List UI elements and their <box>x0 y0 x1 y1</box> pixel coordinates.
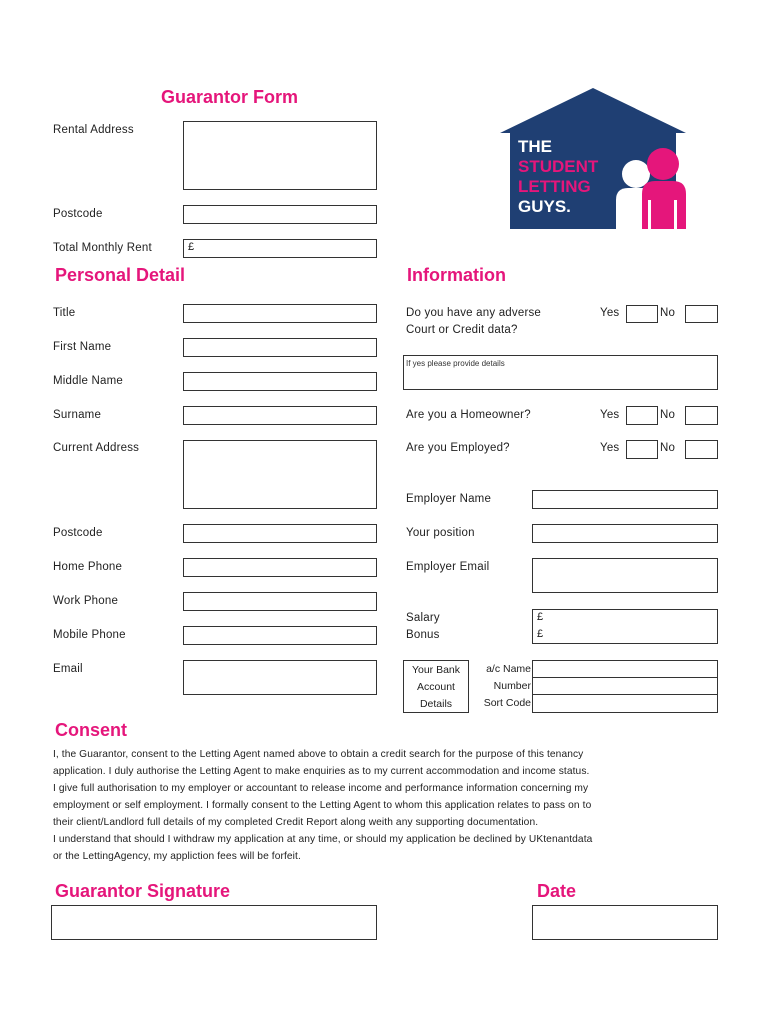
number-label: Number <box>493 680 531 692</box>
consent-line: I give full authorisation to my employer or accountant to release income and performance information concerning my <box>53 783 589 794</box>
guarantor-signature-heading: Guarantor Signature <box>55 881 231 901</box>
bank-details-label-box <box>403 660 469 713</box>
adverse-yes-label: Yes <box>600 307 620 319</box>
adverse-question-line1: Do you have any adverse <box>406 307 542 319</box>
adverse-question-line2: Court or Credit data? <box>406 324 518 336</box>
total-monthly-rent-field[interactable] <box>183 239 377 258</box>
sort-code-field[interactable] <box>532 694 718 713</box>
email-field[interactable] <box>183 660 377 695</box>
bonus-currency: £ <box>537 628 544 640</box>
adverse-yes-checkbox[interactable] <box>626 305 658 323</box>
homeowner-no-label: No <box>660 409 676 421</box>
logo-line-letting: LETTING <box>518 177 591 196</box>
employed-no-label: No <box>660 442 676 454</box>
consent-line: application. I duly authorise the Letting Agent to make enquiries as to my current accommodation and income status. <box>53 766 590 777</box>
surname-label: Surname <box>53 409 102 421</box>
bank-line2: Account <box>417 681 455 693</box>
first-name-field[interactable] <box>183 338 377 357</box>
salary-bonus-field[interactable] <box>532 609 718 644</box>
adverse-no-checkbox[interactable] <box>685 305 718 323</box>
your-position-field[interactable] <box>532 524 718 543</box>
homeowner-yes-label: Yes <box>600 409 620 421</box>
consent-line: employment or self employment. I formally consent to the Letting Agent to whom this application relates to pass on to <box>53 800 592 811</box>
middle-name-label: Middle Name <box>53 375 123 387</box>
form-title: Guarantor Form <box>161 87 299 107</box>
details-hint: If yes please provide details <box>406 359 505 368</box>
date-heading: Date <box>537 881 577 901</box>
your-position-label: Your position <box>406 527 475 539</box>
title-field[interactable] <box>183 304 377 323</box>
company-logo <box>498 88 708 233</box>
postcode-field[interactable] <box>183 524 377 543</box>
employed-no-checkbox[interactable] <box>685 440 718 459</box>
employer-email-label: Employer Email <box>406 561 490 573</box>
date-field[interactable] <box>532 905 718 940</box>
adverse-no-label: No <box>660 307 676 319</box>
rental-address-field[interactable] <box>183 121 377 190</box>
middle-name-field[interactable] <box>183 372 377 391</box>
rental-postcode-field[interactable] <box>183 205 377 224</box>
homeowner-question: Are you a Homeowner? <box>406 409 531 421</box>
current-address-field[interactable] <box>183 440 377 509</box>
current-address-label: Current Address <box>53 442 140 454</box>
employed-question: Are you Employed? <box>406 442 510 454</box>
account-number-field[interactable] <box>532 677 718 695</box>
homeowner-yes-checkbox[interactable] <box>626 406 658 425</box>
work-phone-field[interactable] <box>183 592 377 611</box>
guarantor-signature-field[interactable] <box>51 905 377 940</box>
consent-line: their client/Landlord full details of my completed Credit Report along weith any supporting documentation. <box>53 817 539 828</box>
work-phone-label: Work Phone <box>53 595 119 607</box>
currency-symbol: £ <box>188 241 195 253</box>
logo-line-guys: GUYS. <box>518 197 571 216</box>
postcode-label: Postcode <box>53 527 103 539</box>
surname-field[interactable] <box>183 406 377 425</box>
information-heading: Information <box>407 265 506 285</box>
salary-currency: £ <box>537 611 544 623</box>
bank-line1: Your Bank <box>411 664 461 676</box>
employed-yes-checkbox[interactable] <box>626 440 658 459</box>
rental-postcode-label: Postcode <box>53 208 103 220</box>
total-monthly-rent-label: Total Monthly Rent <box>53 242 152 254</box>
consent-line: or the LettingAgency, my appliction fees will be forfeit. <box>53 851 301 862</box>
consent-line: I, the Guarantor, consent to the Letting Agent named above to obtain a credit search for the purpose of this tenancy <box>53 749 584 760</box>
consent-text <box>53 746 673 865</box>
title-label: Title <box>53 307 76 319</box>
mobile-phone-field[interactable] <box>183 626 377 645</box>
mobile-phone-label: Mobile Phone <box>53 629 126 641</box>
first-name-label: First Name <box>53 341 112 353</box>
consent-line: I understand that should I withdraw my application at any time, or should my application be declined by UKtenantdata <box>53 834 593 845</box>
adverse-details-field[interactable] <box>403 355 718 390</box>
home-phone-field[interactable] <box>183 558 377 577</box>
home-phone-label: Home Phone <box>53 561 123 573</box>
logo-line-the: THE <box>518 137 552 156</box>
employer-email-field[interactable] <box>532 558 718 593</box>
bank-line3: Details <box>419 698 453 710</box>
personal-detail-heading: Personal Detail <box>55 265 186 285</box>
consent-heading: Consent <box>55 720 127 740</box>
rental-address-label: Rental Address <box>53 124 134 136</box>
homeowner-no-checkbox[interactable] <box>685 406 718 425</box>
employed-yes-label: Yes <box>600 442 620 454</box>
ac-name-label: a/c Name <box>486 663 531 675</box>
email-label: Email <box>53 663 83 675</box>
bonus-label: Bonus <box>406 629 440 641</box>
employer-name-label: Employer Name <box>406 493 492 505</box>
ac-name-field[interactable] <box>532 660 718 678</box>
salary-label: Salary <box>406 612 440 624</box>
sort-code-label: Sort Code <box>483 697 531 709</box>
employer-name-field[interactable] <box>532 490 718 509</box>
logo-line-student: STUDENT <box>518 157 599 176</box>
